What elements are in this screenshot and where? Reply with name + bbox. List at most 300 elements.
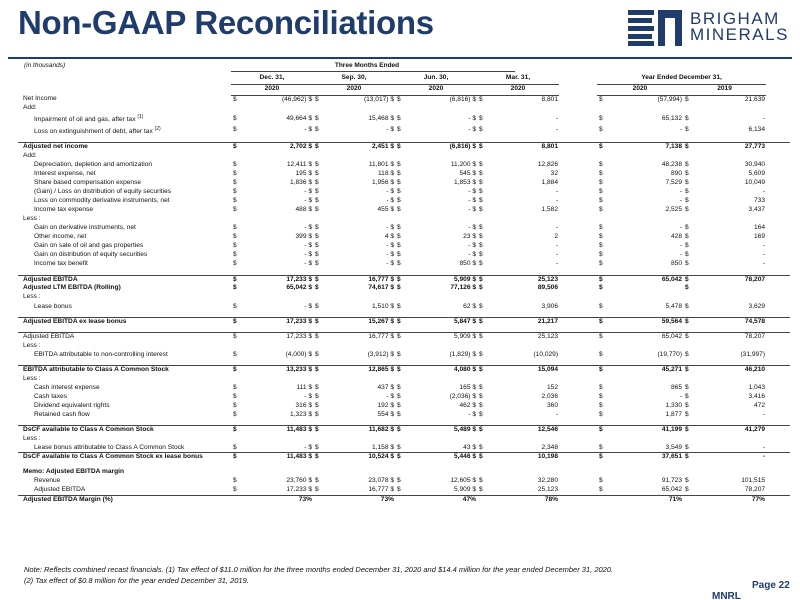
- quarter-value: - $: [468, 242, 476, 250]
- annual-year: 2020: [597, 84, 683, 95]
- row-label: Add:: [23, 104, 37, 112]
- gap-cell: [559, 411, 597, 420]
- quarter-value: [485, 152, 559, 161]
- currency-sign: $: [479, 383, 483, 391]
- quarter-value: 1,510 $: [372, 302, 394, 310]
- currency-sign: $: [315, 302, 319, 310]
- quarter-value: (46,962) $: [281, 95, 312, 103]
- currency-sign: [597, 341, 605, 350]
- currency-sign: $: [315, 443, 319, 451]
- currency-sign: $: [231, 142, 239, 151]
- period-header: Mar. 31,: [477, 72, 559, 84]
- currency-sign: $: [395, 453, 403, 462]
- currency-sign: $: [233, 242, 237, 250]
- gap-cell: [766, 302, 790, 311]
- quarter-value: [239, 435, 313, 444]
- gap-cell: [766, 215, 790, 224]
- currency-sign: [683, 293, 691, 302]
- gap-cell: [766, 453, 790, 462]
- row-label: Lease bonus attributable to Class A Common Stock: [34, 443, 185, 451]
- annual-value: -: [762, 411, 766, 418]
- currency-sign: $: [599, 242, 603, 250]
- currency-sign: $: [685, 486, 689, 494]
- quarter-value: [239, 215, 313, 224]
- quarter-value: [403, 215, 477, 224]
- table-row: [18, 411, 790, 420]
- currency-sign: $: [233, 302, 237, 310]
- quarter-value: 17,233 $: [239, 332, 313, 341]
- currency-sign: $: [397, 187, 401, 195]
- quarter-value: [321, 104, 395, 113]
- currency-sign: $: [599, 383, 603, 391]
- quarter-value: 21,217: [485, 317, 559, 326]
- quarter-value: 15,094: [485, 366, 559, 375]
- currency-sign: $: [683, 366, 691, 375]
- currency-sign: $: [477, 332, 485, 341]
- annual-value: [605, 375, 683, 384]
- gap-cell: [766, 197, 790, 206]
- row-label: Less :: [23, 374, 41, 382]
- row-label: Adjusted EBITDA: [34, 486, 86, 494]
- gap-cell: [559, 260, 597, 269]
- quarter-value: - $: [386, 224, 394, 232]
- annual-value: 890: [671, 169, 683, 177]
- currency-sign: $: [315, 284, 319, 292]
- row-label: Adjusted EBITDA ex lease bonus: [18, 317, 231, 326]
- currency-sign: [683, 435, 691, 444]
- row-label: Loss on commodity derivative instruments, net: [34, 197, 170, 205]
- gap-cell: [559, 284, 597, 293]
- gap-cell: [766, 142, 790, 151]
- quarter-value: [321, 375, 395, 384]
- currency-sign: $: [685, 302, 689, 310]
- currency-sign: $: [479, 443, 483, 451]
- period-header: Sep. 30,: [313, 72, 395, 84]
- gap-cell: [766, 393, 790, 402]
- row-label: Impairment of oil and gas, after tax $^{(1)}$: [34, 114, 144, 124]
- row-label: Adjusted EBITDA: [18, 332, 231, 341]
- quarter-value: 1,158 $: [372, 443, 394, 451]
- annual-value: 101,515: [741, 477, 766, 485]
- currency-sign: $: [685, 401, 689, 409]
- quarter-value: 12,865 $: [321, 366, 395, 375]
- currency-sign: $: [683, 275, 691, 284]
- quarter-value: 4,080 $: [403, 366, 477, 375]
- gap-cell: [559, 317, 597, 326]
- currency-sign: $: [685, 392, 689, 400]
- currency-sign: $: [599, 392, 603, 400]
- currency-sign: [313, 495, 321, 504]
- quarter-value: (4,000) $: [285, 350, 312, 358]
- currency-sign: $: [397, 477, 401, 485]
- annual-value: 77%: [691, 495, 766, 504]
- annual-value: -: [762, 260, 766, 268]
- currency-sign: $: [683, 426, 691, 435]
- gap-cell: [559, 426, 597, 435]
- gap-cell: [766, 206, 790, 215]
- table-row: [18, 251, 790, 260]
- gap-cell: [559, 293, 597, 302]
- table-row: [18, 224, 790, 233]
- currency-sign: [683, 215, 691, 224]
- row-label: Cash interest expense: [34, 383, 100, 391]
- annual-value: 850: [671, 260, 683, 268]
- annual-value: [605, 215, 683, 224]
- gap-cell: [559, 341, 597, 350]
- currency-sign: $: [599, 95, 603, 103]
- annual-value: 30,940: [744, 160, 766, 168]
- gap-cell: [766, 444, 790, 453]
- currency-sign: [597, 215, 605, 224]
- quarter-value: 12,411 $: [286, 160, 312, 168]
- quarter-value: - $: [468, 126, 476, 134]
- quarter-value: -: [555, 197, 559, 205]
- gap-cell: [766, 260, 790, 269]
- currency-sign: [313, 293, 321, 302]
- currency-sign: $: [599, 233, 603, 241]
- currency-sign: $: [685, 251, 689, 259]
- gap-cell: [559, 332, 597, 341]
- row-label: (Gain) / Loss on distribution of equity securities: [34, 187, 172, 195]
- currency-sign: $: [397, 95, 401, 103]
- quarter-value: 25,123: [537, 486, 559, 494]
- row-label: Add:: [23, 151, 37, 159]
- quarter-value: 488 $: [295, 206, 312, 214]
- quarter-value: - $: [304, 443, 312, 451]
- quarter-value: [403, 341, 477, 350]
- currency-sign: [597, 152, 605, 161]
- currency-sign: $: [397, 206, 401, 214]
- currency-sign: $: [231, 317, 239, 326]
- currency-sign: [231, 375, 239, 384]
- quarter-value: 1,323 $: [290, 411, 312, 418]
- year-ended-header: Year Ended December 31,: [597, 72, 766, 84]
- annual-value: 1,877: [665, 411, 683, 418]
- currency-sign: $: [233, 114, 237, 122]
- annual-value: -: [762, 187, 766, 195]
- currency-sign: $: [397, 251, 401, 259]
- quarter-value: 1,836 $: [290, 178, 312, 186]
- currency-sign: $: [313, 453, 321, 462]
- gap-cell: [766, 293, 790, 302]
- quarter-value: (2,036) $: [449, 392, 476, 400]
- table-row: [18, 495, 790, 504]
- currency-sign: $: [599, 206, 603, 214]
- quarter-value: [403, 375, 477, 384]
- currency-sign: $: [479, 260, 483, 268]
- quarter-value: 2,702 $: [239, 142, 313, 151]
- annual-value: -: [679, 251, 683, 259]
- table-row: [18, 152, 790, 161]
- table-row: [18, 435, 790, 444]
- table-row: [18, 350, 790, 359]
- currency-sign: [395, 215, 403, 224]
- quarter-value: - $: [304, 126, 312, 134]
- quarter-value: 2,036: [541, 392, 559, 400]
- annual-value: 3,549: [665, 443, 683, 451]
- quarter-value: [239, 104, 313, 113]
- gap-cell: [559, 444, 597, 453]
- currency-sign: $: [397, 401, 401, 409]
- gap-cell: [559, 495, 597, 504]
- table-row: [18, 260, 790, 269]
- gap-cell: [766, 341, 790, 350]
- quarter-value: 1,582: [541, 206, 559, 214]
- currency-sign: [477, 468, 485, 477]
- currency-sign: $: [397, 114, 401, 122]
- annual-value: 10,049: [744, 178, 766, 186]
- annual-value: 65,132: [661, 114, 683, 122]
- row-label: Interest expense, net: [34, 169, 96, 177]
- currency-sign: $: [313, 142, 321, 151]
- quarter-value: 49,664 $: [286, 114, 312, 122]
- currency-sign: $: [685, 187, 689, 195]
- row-label: Lease bonus: [34, 302, 72, 310]
- quarter-value: -: [555, 242, 559, 250]
- quarter-value: 47%: [403, 495, 477, 504]
- currency-sign: $: [479, 178, 483, 186]
- quarter-value: 850 $: [459, 260, 476, 268]
- row-label: DsCF available to Class A Common Stock ex lease bonus: [18, 453, 231, 462]
- quarter-value: 12,826: [537, 160, 559, 168]
- gap-cell: [766, 224, 790, 233]
- gap-cell: [559, 486, 597, 495]
- annual-value: 59,564: [605, 317, 683, 326]
- currency-sign: $: [599, 302, 603, 310]
- currency-sign: [395, 468, 403, 477]
- currency-sign: $: [685, 206, 689, 214]
- quarter-value: 23 $: [463, 233, 476, 241]
- annual-value: -: [762, 242, 766, 250]
- quarter-value: - $: [304, 187, 312, 195]
- quarter-value: (6,816) $: [403, 142, 477, 151]
- row-label: Less :: [23, 293, 41, 301]
- currency-sign: $: [685, 383, 689, 391]
- currency-sign: $: [315, 411, 319, 418]
- currency-sign: $: [233, 486, 237, 494]
- quarter-value: 545 $: [459, 169, 476, 177]
- currency-sign: $: [315, 401, 319, 409]
- gap-cell: [559, 179, 597, 188]
- currency-sign: $: [233, 350, 237, 358]
- currency-sign: $: [683, 317, 691, 326]
- gap-cell: [766, 402, 790, 411]
- gap-cell: [559, 366, 597, 375]
- quarter-value: 12,605 $: [450, 477, 476, 485]
- quarter-value: 23,078 $: [368, 477, 394, 485]
- quarter-value: 399 $: [295, 233, 312, 241]
- currency-sign: $: [315, 187, 319, 195]
- gap-cell: [766, 350, 790, 359]
- currency-sign: [313, 104, 321, 113]
- quarter-value: 25,123: [485, 332, 559, 341]
- annual-value: 472: [754, 401, 766, 409]
- currency-sign: [231, 215, 239, 224]
- quarter-value: - $: [304, 224, 312, 232]
- table-row: [18, 142, 790, 151]
- row-label: Depreciation, depletion and amortization: [34, 160, 153, 168]
- annual-value: 65,042: [605, 332, 683, 341]
- quarter-value: 5,909 $: [403, 332, 477, 341]
- table-row: [18, 486, 790, 495]
- annual-value: 865: [671, 383, 683, 391]
- currency-sign: $: [685, 411, 689, 418]
- quarter-value: 17,233 $: [239, 317, 313, 326]
- ticker-symbol: MNRL: [712, 591, 741, 600]
- annual-value: 37,651: [605, 453, 683, 462]
- quarter-value: [403, 104, 477, 113]
- currency-sign: $: [315, 197, 319, 205]
- currency-sign: $: [233, 233, 237, 241]
- annual-value: [691, 284, 766, 293]
- quarter-value: 8,801: [485, 142, 559, 151]
- gap-cell: [766, 170, 790, 179]
- quarter-value: 17,233 $: [286, 486, 312, 494]
- currency-sign: $: [395, 317, 403, 326]
- currency-sign: $: [315, 251, 319, 259]
- currency-sign: $: [477, 317, 485, 326]
- gap-cell: [766, 435, 790, 444]
- table-row: [18, 341, 790, 350]
- currency-sign: [395, 375, 403, 384]
- quarter-value: -: [555, 224, 559, 232]
- gap-cell: [559, 104, 597, 113]
- annual-value: 45,271: [605, 366, 683, 375]
- quarter-value: (3,912) $: [367, 350, 394, 358]
- currency-sign: [597, 293, 605, 302]
- quarter-value: -: [555, 187, 559, 195]
- currency-sign: $: [599, 197, 603, 205]
- table-row: [18, 375, 790, 384]
- currency-sign: [313, 341, 321, 350]
- gap-cell: [766, 495, 790, 504]
- table-row: [18, 468, 790, 477]
- row-label: Memo: Adjusted EBITDA margin: [23, 468, 124, 476]
- quarter-value: 11,682 $: [321, 426, 395, 435]
- currency-sign: $: [599, 411, 603, 418]
- currency-sign: [597, 435, 605, 444]
- quarter-value: - $: [468, 251, 476, 259]
- annual-value: [605, 468, 683, 477]
- currency-sign: $: [315, 224, 319, 232]
- currency-sign: $: [315, 350, 319, 358]
- currency-sign: $: [685, 114, 689, 122]
- currency-sign: $: [395, 366, 403, 375]
- currency-sign: [477, 104, 485, 113]
- row-label: EBITDA attributable to non-controlling interest: [34, 350, 168, 358]
- currency-sign: $: [395, 426, 403, 435]
- table-row: [18, 170, 790, 179]
- period-year: 2020: [395, 84, 477, 95]
- gap-cell: [766, 426, 790, 435]
- currency-sign: $: [597, 332, 605, 341]
- annual-value: -: [679, 197, 683, 205]
- annual-value: 169: [754, 233, 766, 241]
- row-label: Less :: [23, 341, 41, 349]
- currency-sign: [683, 104, 691, 113]
- currency-sign: $: [479, 350, 483, 358]
- quarter-value: 12,546: [485, 426, 559, 435]
- table-row: [18, 188, 790, 197]
- page-number: Page 22: [752, 580, 790, 591]
- quarter-value: [403, 435, 477, 444]
- currency-sign: [395, 435, 403, 444]
- quarter-value: 62 $: [463, 302, 476, 310]
- quarter-value: 118 $: [377, 169, 394, 177]
- quarter-value: [239, 152, 313, 161]
- gap-cell: [766, 332, 790, 341]
- quarter-value: 11,483 $: [239, 453, 313, 462]
- quarter-value: [321, 293, 395, 302]
- currency-sign: $: [479, 206, 483, 214]
- quarter-value: 32: [550, 169, 559, 177]
- row-label: Net Income: [23, 95, 57, 103]
- quarter-value: - $: [304, 302, 312, 310]
- annual-value: 74,578: [691, 317, 766, 326]
- period-year: 2020: [231, 84, 313, 95]
- currency-sign: $: [599, 178, 603, 186]
- currency-sign: $: [313, 426, 321, 435]
- quarter-value: - $: [386, 197, 394, 205]
- quarter-value: -: [555, 251, 559, 259]
- quarter-value: 5,446 $: [403, 453, 477, 462]
- quarter-value: - $: [386, 187, 394, 195]
- gap-cell: [559, 350, 597, 359]
- annual-value: -: [679, 224, 683, 232]
- annual-value: [691, 293, 766, 302]
- annual-value: [691, 215, 766, 224]
- currency-sign: $: [397, 178, 401, 186]
- footnote-line: (2) Tax effect of $0.8 million for the year ended December 31, 2019.: [24, 575, 249, 585]
- quarter-value: - $: [468, 224, 476, 232]
- annual-value: 3,629: [748, 302, 766, 310]
- quarter-value: 23,760 $: [286, 477, 312, 485]
- currency-sign: $: [685, 178, 689, 186]
- row-label: Share based compensation expense: [34, 178, 142, 186]
- row-label: Adjusted LTM EBITDA (Rolling): [23, 284, 121, 292]
- quarter-value: 5,909 $: [454, 486, 476, 494]
- quarter-value: 65,042 $: [286, 284, 312, 292]
- currency-sign: $: [599, 224, 603, 232]
- quarter-value: -: [555, 411, 559, 418]
- currency-sign: $: [233, 169, 237, 177]
- currency-sign: $: [685, 160, 689, 168]
- currency-sign: $: [233, 260, 237, 268]
- currency-sign: $: [479, 284, 483, 292]
- quarter-value: 111 $: [296, 383, 312, 391]
- header-row-years: [18, 84, 790, 95]
- annual-value: 41,199: [605, 426, 683, 435]
- annual-value: 733: [754, 197, 766, 205]
- currency-sign: $: [397, 224, 401, 232]
- currency-sign: [231, 495, 239, 504]
- quarter-value: 78%: [485, 495, 559, 504]
- quarter-value: [321, 341, 395, 350]
- currency-sign: [477, 495, 485, 504]
- currency-sign: [395, 152, 403, 161]
- currency-sign: $: [397, 242, 401, 250]
- row-label: DsCF available to Class A Common Stock: [18, 426, 231, 435]
- currency-sign: $: [233, 160, 237, 168]
- currency-sign: $: [315, 160, 319, 168]
- currency-sign: [683, 375, 691, 384]
- annual-value: 5,478: [665, 302, 683, 310]
- annual-value: 65,042: [605, 275, 683, 284]
- quarter-value: 15,468 $: [368, 114, 394, 122]
- quarter-value: [239, 341, 313, 350]
- reconciliation-table: [18, 72, 790, 504]
- currency-sign: $: [313, 317, 321, 326]
